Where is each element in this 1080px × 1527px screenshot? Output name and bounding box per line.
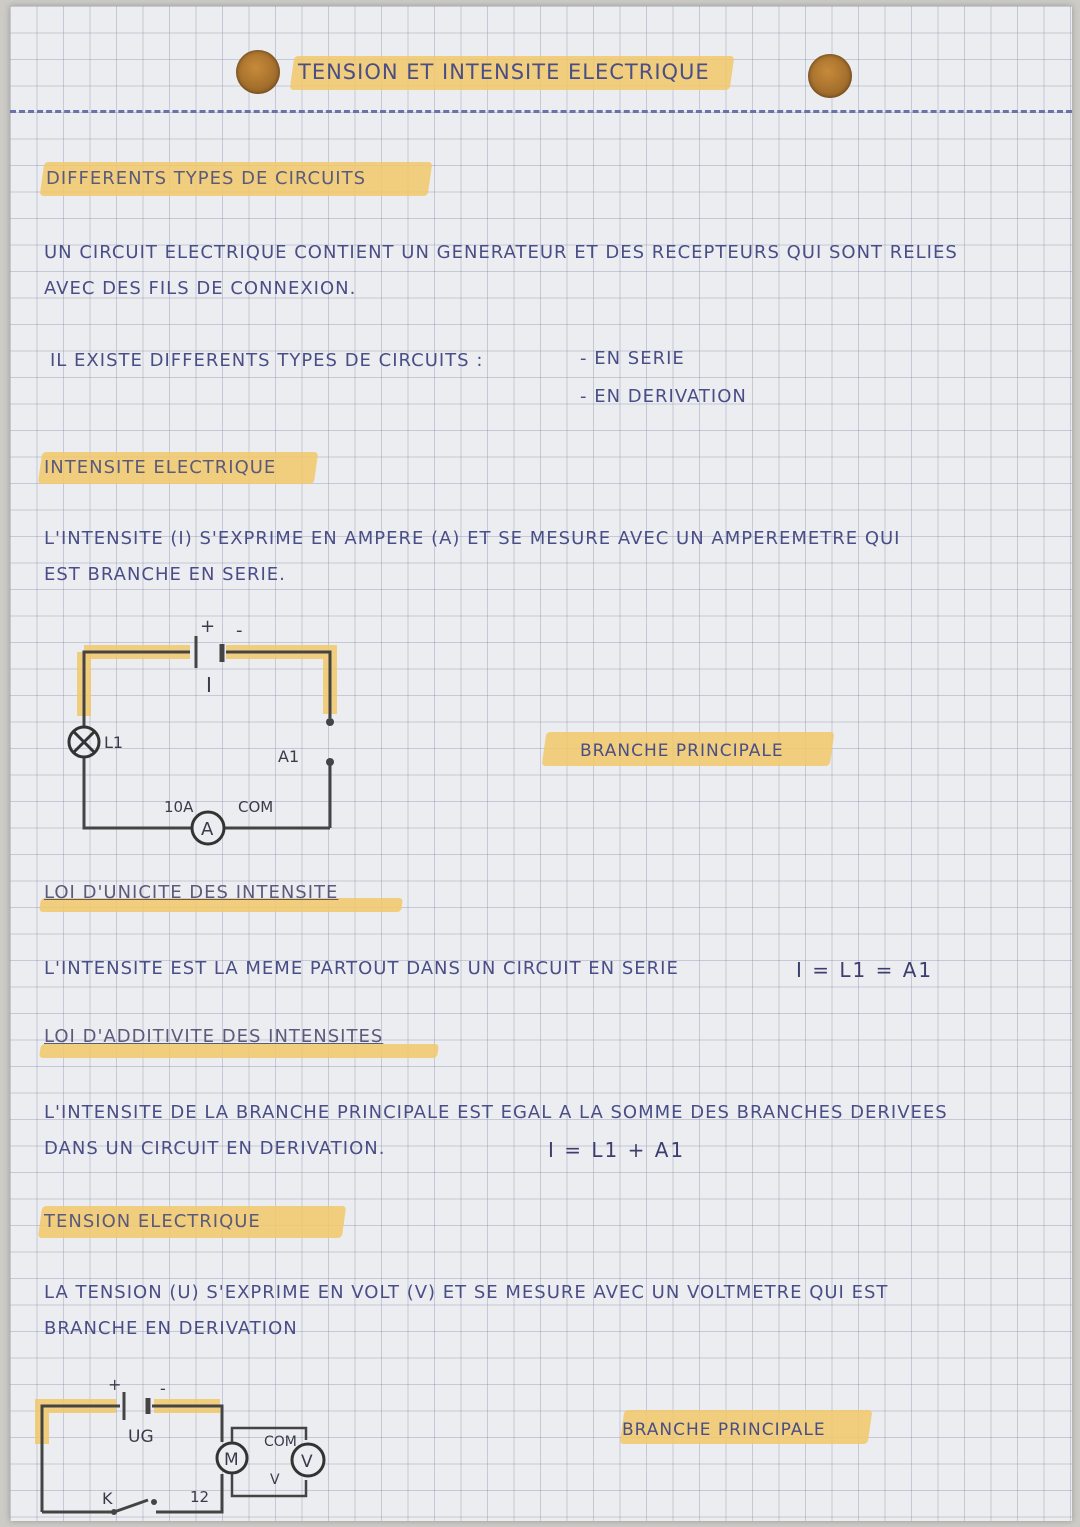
additivity-formula: I = L1 + A1	[548, 1138, 686, 1162]
minus-label: -	[236, 620, 243, 641]
wire	[226, 652, 330, 718]
junction-dot	[326, 718, 334, 726]
wire-label: 12	[190, 1488, 210, 1506]
types-intro: IL EXISTE DIFFERENTS TYPES DE CIRCUITS :	[50, 350, 484, 371]
paragraph-line: LA TENSION (U) S'EXPRIME EN VOLT (V) ET SE MESURE AVEC UN VOLTMETRE QUI EST	[44, 1282, 889, 1303]
paragraph-line: AVEC DES FILS DE CONNEXION.	[44, 278, 357, 299]
voltmeter-terminal-label: V	[270, 1472, 280, 1488]
plus-label: +	[108, 1375, 122, 1394]
paragraph-line: BRANCHE EN DERIVATION	[44, 1318, 298, 1339]
unicity-formula: I = L1 = A1	[796, 958, 934, 982]
plus-label: +	[200, 616, 216, 637]
paragraph-line: L'INTENSITE (I) S'EXPRIME EN AMPERE (A) ET SE MESURE AVEC UN AMPEREMETRE QUI	[44, 528, 901, 549]
section-heading-intensity: INTENSITE ELECTRIQUE	[44, 457, 277, 478]
punch-hole-left	[236, 50, 280, 94]
branch-principale-label: BRANCHE PRINCIPALE	[622, 1420, 826, 1440]
title-dashed-rule	[10, 110, 1072, 113]
switch-lever	[114, 1500, 148, 1512]
section-heading-voltage: TENSION ELECTRIQUE	[44, 1211, 261, 1232]
ammeter-symbol: A	[201, 819, 214, 840]
motor-symbol: M	[224, 1450, 239, 1470]
circuit-highlight	[42, 1406, 116, 1444]
voltmeter-symbol: V	[301, 1452, 313, 1472]
voltmeter-com-label: COM	[264, 1434, 297, 1450]
generator-label: I	[206, 673, 212, 697]
switch-pivot	[111, 1509, 117, 1515]
terminal-10a-label: 10A	[164, 798, 194, 816]
type-series: - EN SERIE	[580, 348, 685, 369]
notebook-page	[10, 6, 1072, 1521]
paragraph-line: DANS UN CIRCUIT EN DERIVATION.	[44, 1138, 386, 1159]
junction-dot	[326, 758, 334, 766]
lamp-label: L1	[104, 733, 124, 752]
type-derivation: - EN DERIVATION	[580, 386, 747, 407]
point-label: A1	[278, 747, 300, 766]
section-heading-circuit-types: DIFFERENTS TYPES DE CIRCUITS	[46, 168, 367, 189]
paragraph-line: L'INTENSITE EST LA MEME PARTOUT DANS UN CIRCUIT EN SERIE	[44, 958, 679, 979]
series-circuit-diagram	[50, 606, 370, 846]
page-title: TENSION ET INTENSITE ELECTRIQUE	[298, 60, 710, 84]
switch-label: K	[102, 1489, 113, 1508]
paragraph-line: EST BRANCHE EN SERIE.	[44, 564, 286, 585]
paragraph-line: UN CIRCUIT ELECTRIQUE CONTIENT UN GENERATEUR ET DES RECEPTEURS QUI SONT RELIES	[44, 242, 958, 263]
wire	[84, 652, 190, 726]
minus-label: -	[160, 1379, 166, 1398]
com-label: COM	[238, 798, 274, 816]
switch-contact	[151, 1499, 157, 1505]
wire	[84, 756, 192, 828]
branch-principale-label: BRANCHE PRINCIPALE	[580, 741, 784, 761]
voltmeter-wire	[232, 1474, 306, 1496]
section-heading-additivity-law: LOI D'ADDITIVITE DES INTENSITES	[44, 1026, 384, 1047]
wire	[156, 1474, 222, 1512]
punch-hole-right	[808, 54, 852, 98]
circuit-highlight	[226, 652, 330, 714]
generator-label: UG	[128, 1427, 154, 1447]
paragraph-line: L'INTENSITE DE LA BRANCHE PRINCIPALE EST EGAL A LA SOMME DES BRANCHES DERIVEES	[44, 1102, 948, 1123]
section-heading-unicity-law: LOI D'UNICITE DES INTENSITE	[44, 882, 339, 903]
derivation-circuit-diagram	[30, 1372, 350, 1520]
